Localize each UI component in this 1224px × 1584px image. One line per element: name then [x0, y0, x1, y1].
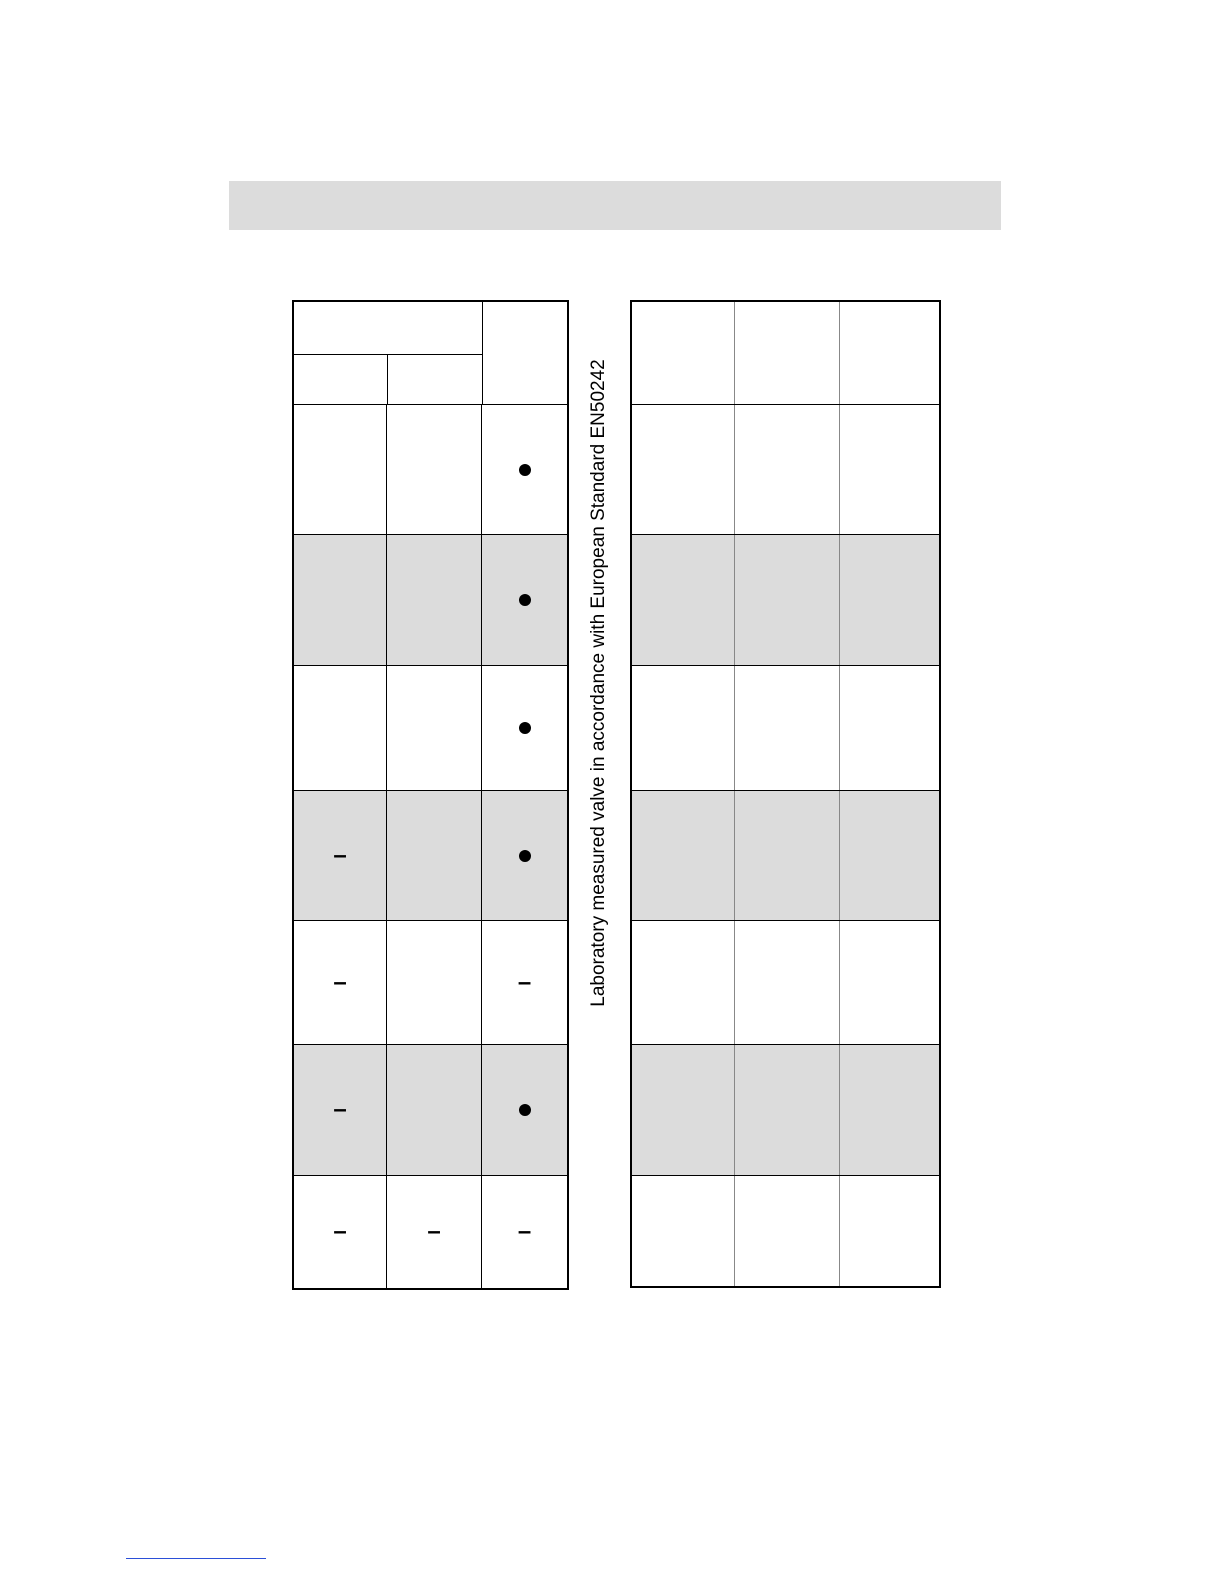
table-row	[632, 791, 939, 921]
caption-text: Laboratory measured valve in accordance with European Standard EN50242	[588, 359, 609, 1007]
column-divider	[839, 791, 840, 920]
column-divider	[734, 666, 735, 790]
dash-mark: –	[517, 1218, 532, 1245]
bullet-dot-icon	[519, 464, 531, 476]
table-cell	[482, 1045, 567, 1175]
column-divider	[839, 535, 840, 665]
header-subcolumn-divider	[387, 354, 388, 404]
table-row	[632, 1045, 939, 1176]
table-cell	[387, 405, 482, 534]
table-cell	[482, 535, 567, 665]
table-row	[294, 405, 567, 535]
header-column-divider	[734, 302, 735, 404]
table-row	[632, 535, 939, 666]
column-divider	[734, 1176, 735, 1286]
table-row	[294, 1176, 567, 1288]
dash-mark: –	[333, 841, 347, 869]
dash-mark: –	[333, 1218, 347, 1245]
right-table-header	[632, 302, 939, 405]
table-row	[632, 921, 939, 1045]
column-divider	[839, 405, 840, 534]
header-column-divider	[839, 302, 840, 404]
table-cell	[482, 666, 567, 790]
table-cell	[294, 535, 387, 665]
table-cell	[294, 791, 387, 920]
header-subdivider	[294, 354, 482, 355]
table-cell	[387, 1045, 482, 1175]
column-divider	[734, 535, 735, 665]
header-divider	[482, 302, 483, 404]
column-divider	[839, 1045, 840, 1175]
table-row	[632, 666, 939, 791]
table-row	[632, 405, 939, 535]
column-divider	[839, 1176, 840, 1286]
bullet-dot-icon	[519, 1104, 531, 1116]
table-row	[294, 1045, 567, 1176]
header-band	[229, 181, 1001, 230]
table-cell	[294, 1045, 387, 1175]
table-row	[294, 666, 567, 791]
column-divider	[839, 666, 840, 790]
left-table	[292, 300, 569, 1290]
table-cell	[294, 1176, 387, 1288]
bullet-dot-icon	[519, 722, 531, 734]
table-cell	[294, 921, 387, 1044]
table-cell	[387, 666, 482, 790]
dash-mark: –	[517, 968, 532, 996]
table-cell	[294, 405, 387, 534]
table-cell	[482, 405, 567, 534]
table-cell	[294, 666, 387, 790]
bullet-dot-icon	[519, 594, 531, 606]
dash-mark: –	[333, 968, 347, 996]
dash-mark: –	[427, 1218, 441, 1245]
column-divider	[839, 921, 840, 1044]
left-table-header	[294, 302, 567, 405]
dash-mark: –	[333, 1096, 347, 1123]
table-row	[632, 1176, 939, 1286]
footer-link-underline[interactable]	[126, 1558, 266, 1559]
table-row	[294, 921, 567, 1045]
table-cell	[387, 1176, 482, 1288]
table-cell	[482, 1176, 567, 1288]
table-cell	[387, 535, 482, 665]
column-divider	[734, 405, 735, 534]
table-cell	[482, 791, 567, 920]
bullet-dot-icon	[519, 850, 531, 862]
column-divider	[734, 791, 735, 920]
right-table	[630, 300, 941, 1288]
column-divider	[734, 1045, 735, 1175]
table-cell	[482, 921, 567, 1044]
table-row	[294, 535, 567, 666]
table-row	[294, 791, 567, 921]
table-cell	[387, 921, 482, 1044]
table-cell	[387, 791, 482, 920]
column-divider	[734, 921, 735, 1044]
